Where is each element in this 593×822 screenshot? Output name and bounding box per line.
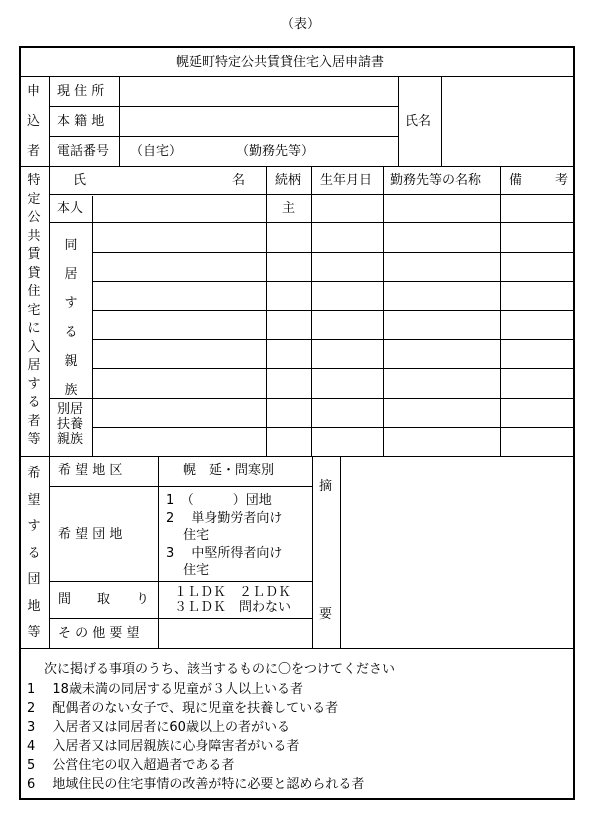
applicant-label-1: 申 — [27, 84, 41, 99]
self-label: 本人 — [57, 201, 84, 216]
phone-home-label: （自宅） — [130, 144, 183, 159]
dependent-label: 別居 扶養 親族 — [57, 402, 84, 447]
list-item[interactable]: 6 地域住民の住宅事情の改善が特に必要と認められる者 — [27, 777, 365, 792]
complex-label: 希 望 団 地 — [58, 527, 123, 542]
list-item[interactable]: 1 18歳未満の同居する児童が３人以上いる者 — [27, 682, 303, 697]
name-label: 氏名 — [405, 114, 432, 129]
phone-work-label: （勤務先等） — [236, 144, 315, 159]
list-item[interactable]: 3 入居者又は同居者に60歳以上の者がいる — [27, 720, 290, 735]
family-label: 同 居 す る 親 族 — [64, 238, 78, 398]
other-label: そ の 他 要 望 — [58, 626, 140, 641]
col-work: 勤務先等の名称 — [390, 173, 482, 188]
list-item[interactable]: 4 入居者又は同居親族に心身障害者がいる者 — [27, 739, 300, 754]
col-note-1: 備 — [509, 173, 523, 188]
col-name-1: 氏 — [73, 173, 87, 188]
area-label: 希 望 地 区 — [58, 463, 123, 478]
remarks-label-2: 要 — [319, 607, 333, 622]
layout-options: １ＬＤＫ ２ＬＤＫ ３ＬＤＫ 問わない — [174, 585, 292, 615]
domicile-label: 本 籍 地 — [57, 114, 105, 129]
complex-options: 1 （ ）団地 2 単身勤労者向け 住宅 3 中堅所得者向け 住宅 — [166, 493, 283, 578]
layout-label: 間 取 り — [58, 592, 150, 607]
col-note-2: 考 — [555, 173, 569, 188]
form-side-label: （表） — [281, 17, 321, 32]
applicant-label-2: 込 — [27, 114, 41, 129]
list-item[interactable]: 5 公営住宅の収入超過者である者 — [27, 758, 235, 773]
applicant-label-3: 者 — [27, 144, 41, 159]
area-value: 幌 延・問寒別 — [183, 463, 275, 478]
wish-side-label: 希 望 す る 団 地 等 — [27, 466, 41, 640]
criteria-intro: 次に掲げる事項のうち、該当するものに〇をつけてください — [44, 662, 396, 677]
criteria-list — [27, 680, 364, 794]
col-relation: 続柄 — [275, 173, 302, 188]
form-title: 幌延町特定公共賃貸住宅入居申請書 — [176, 55, 385, 70]
phone-label: 電話番号 — [57, 144, 110, 159]
col-name-2: 名 — [232, 173, 246, 188]
domicile-field[interactable] — [121, 108, 397, 135]
residents-side-label: 特 定 公 共 賃 貸 住 宅 に 入 居 す る 者 等 — [27, 173, 41, 447]
name-field[interactable] — [443, 78, 573, 165]
self-relation: 主 — [282, 201, 296, 216]
other-field[interactable] — [160, 620, 311, 647]
address-field[interactable] — [121, 78, 397, 105]
address-label: 現 住 所 — [57, 84, 105, 99]
col-birth: 生年月日 — [320, 173, 373, 188]
list-item[interactable]: 2 配偶者のない女子で、現に児童を扶養している者 — [27, 701, 339, 716]
remarks-field[interactable] — [342, 458, 573, 647]
remarks-label-1: 摘 — [319, 479, 333, 494]
